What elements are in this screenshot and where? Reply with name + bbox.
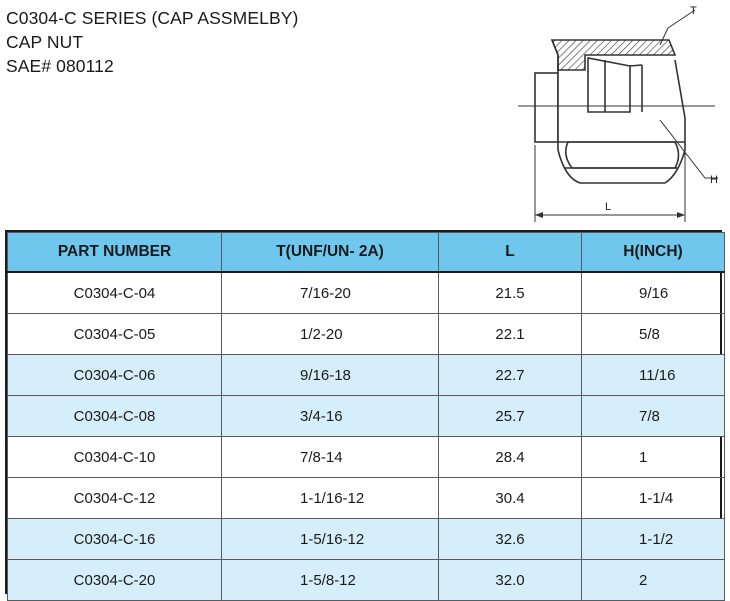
table-row [8, 355, 725, 396]
cell-length: 32.6 [439, 519, 582, 560]
cell-length: 21.5 [439, 272, 582, 314]
column-header-thread: T(UNF/UN- 2A) [222, 233, 439, 273]
series-title: C0304-C SERIES (CAP ASSMELBY) [6, 8, 299, 28]
table-row [8, 437, 725, 478]
cell-hex: 2 [582, 560, 725, 601]
cell-length: 32.0 [439, 560, 582, 601]
cell-part-number: C0304-C-20 [8, 560, 222, 601]
cell-thread: 1/2-20 [222, 314, 439, 355]
column-header-hex: H(INCH) [582, 233, 725, 273]
cell-thread: 1-5/16-12 [222, 519, 439, 560]
cell-part-number: C0304-C-08 [8, 396, 222, 437]
cell-hex: 5/8 [582, 314, 725, 355]
label-t: T [690, 5, 697, 17]
cell-hex: 1-1/2 [582, 519, 725, 560]
specification-table [5, 230, 722, 594]
table-row [8, 560, 725, 601]
cell-thread: 1-5/8-12 [222, 560, 439, 601]
cell-part-number: C0304-C-16 [8, 519, 222, 560]
cell-thread: 7/8-14 [222, 437, 439, 478]
cell-length: 25.7 [439, 396, 582, 437]
cell-part-number: C0304-C-10 [8, 437, 222, 478]
cell-part-number: C0304-C-12 [8, 478, 222, 519]
cell-thread: 7/16-20 [222, 272, 439, 314]
cell-length: 30.4 [439, 478, 582, 519]
cell-length: 28.4 [439, 437, 582, 478]
column-header-length: L [439, 233, 582, 273]
table-header-row [8, 233, 725, 273]
cell-hex: 1 [582, 437, 725, 478]
cell-part-number: C0304-C-04 [8, 272, 222, 314]
cell-hex: 7/8 [582, 396, 725, 437]
table-row [8, 314, 725, 355]
cell-length: 22.7 [439, 355, 582, 396]
cell-part-number: C0304-C-05 [8, 314, 222, 355]
table-row [8, 272, 725, 314]
document-heading [6, 6, 298, 78]
table-row [8, 396, 725, 437]
cell-length: 22.1 [439, 314, 582, 355]
cell-thread: 9/16-18 [222, 355, 439, 396]
label-h: H [710, 174, 718, 186]
cap-nut-drawing [510, 0, 725, 225]
cell-part-number: C0304-C-06 [8, 355, 222, 396]
product-name: CAP NUT [6, 32, 84, 52]
table-row [8, 478, 725, 519]
cell-hex: 1-1/4 [582, 478, 725, 519]
table-row [8, 519, 725, 560]
cell-thread: 1-1/16-12 [222, 478, 439, 519]
column-header-part-number: PART NUMBER [8, 233, 222, 273]
cell-hex: 11/16 [582, 355, 725, 396]
cell-thread: 3/4-16 [222, 396, 439, 437]
sae-number: SAE# 080112 [6, 56, 114, 76]
label-l: L [605, 201, 612, 213]
cell-hex: 9/16 [582, 272, 725, 314]
